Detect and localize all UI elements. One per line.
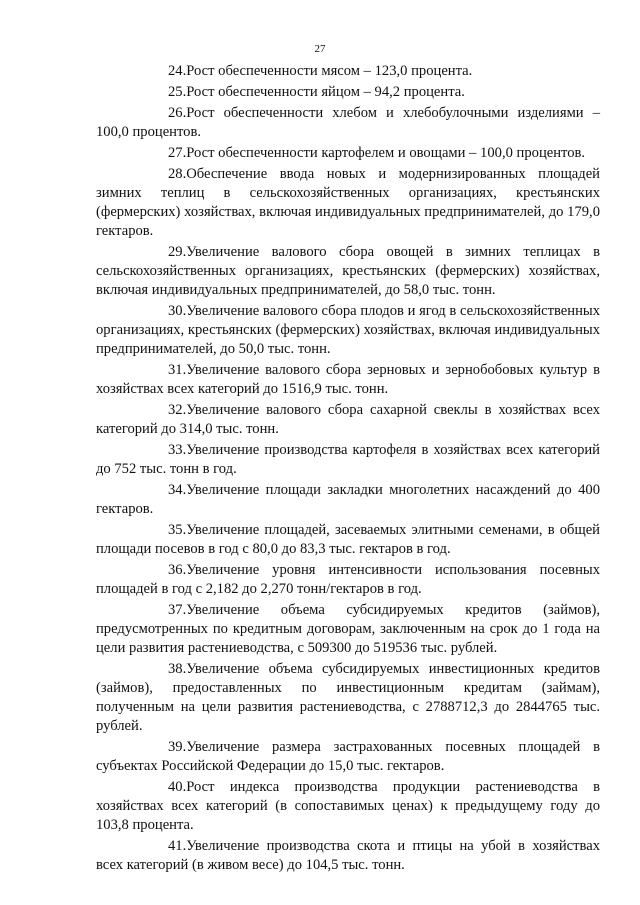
page-number: 27	[314, 43, 326, 55]
item-text: Рост обеспеченности хлебом и хлебобулочными изделиями – 100,0 процентов.	[96, 105, 600, 140]
list-item	[96, 481, 600, 519]
item-text: Увеличение валового сбора плодов и ягод в сельскохозяйственных организациях, крестьянских (фермерских) хозяйствах, включая индивидуальных предпринимателей, до 50,0 тыс. тонн.	[96, 303, 600, 357]
list-item	[96, 837, 600, 875]
item-number: 27.	[168, 145, 187, 161]
item-number: 24.	[168, 63, 187, 79]
list-item	[96, 243, 600, 300]
item-number: 26.	[168, 105, 187, 121]
item-number: 36.	[168, 562, 187, 578]
list-item	[96, 401, 600, 439]
item-number: 39.	[168, 739, 187, 755]
list-item	[96, 778, 600, 835]
item-number: 40.	[168, 779, 187, 795]
item-text: Увеличение производства скота и птицы на убой в хозяйствах всех категорий (в живом весе) до 104,5 тыс. тонн.	[96, 838, 600, 873]
list-item	[96, 165, 600, 241]
item-text: Увеличение объема субсидируемых кредитов (займов), предусмотренных по кредитным договорам, заключенным на срок до 1 года на цели развития растениеводства, с 509300 до 519536 тыс. рублей.	[96, 602, 600, 656]
item-text: Увеличение валового сбора зерновых и зернобобовых культур в хозяйствах всех категорий до 1516,9 тыс. тонн.	[96, 362, 600, 397]
item-number: 28.	[168, 166, 187, 182]
list-item	[96, 521, 600, 559]
list-item	[96, 302, 600, 359]
list-item	[96, 62, 600, 81]
item-text: Увеличение производства картофеля в хозяйствах всех категорий до 752 тыс. тонн в год.	[96, 442, 600, 477]
list-item	[96, 361, 600, 399]
item-number: 30.	[168, 303, 187, 319]
item-text: Рост индекса производства продукции растениеводства в хозяйствах всех категорий (в сопоставимых ценах) к предыдущему году до 103,8 процента.	[96, 779, 600, 833]
item-text: Увеличение валового сбора сахарной свеклы в хозяйствах всех категорий до 314,0 тыс. тонн.	[96, 402, 600, 437]
item-text: Рост обеспеченности мясом – 123,0 процента.	[186, 63, 473, 79]
item-text: Увеличение объема субсидируемых инвестиционных кредитов (займов), предоставленных по инвестиционным кредитам (займам), полученным на цели развития растениеводства, с 2788712,3 до 2844765 тыс. рублей.	[96, 661, 600, 734]
list-item	[96, 144, 600, 163]
item-number: 32.	[168, 402, 187, 418]
item-number: 34.	[168, 482, 187, 498]
item-text: Обеспечение ввода новых и модернизированных площадей зимних теплиц в сельскохозяйственных организациях, крестьянских (фермерских) хозяйствах, включая индивидуальных предпринимателей, до 179,0 гектаров.	[96, 166, 600, 239]
item-number: 41.	[168, 838, 187, 854]
item-number: 29.	[168, 244, 187, 260]
item-text: Рост обеспеченности яйцом – 94,2 процента.	[186, 84, 465, 100]
list-item	[96, 601, 600, 658]
list-item	[96, 561, 600, 599]
item-text: Увеличение уровня интенсивности использования посевных площадей в год с 2,182 до 2,270 тонн/гектаров в год.	[96, 562, 600, 597]
item-text: Рост обеспеченности картофелем и овощами – 100,0 процентов.	[186, 145, 586, 161]
list-item	[96, 83, 600, 102]
item-number: 37.	[168, 602, 187, 618]
list-item	[96, 660, 600, 736]
list-item	[96, 738, 600, 776]
item-number: 38.	[168, 661, 187, 677]
item-number: 35.	[168, 522, 187, 538]
item-text: Увеличение площадей, засеваемых элитными семенами, в общей площади посевов в год с 80,0 до 83,3 тыс. гектаров в год.	[96, 522, 600, 557]
item-number: 25.	[168, 84, 187, 100]
document-body	[96, 62, 600, 877]
item-text: Увеличение валового сбора овощей в зимних теплицах в сельскохозяйственных организациях, крестьянских (фермерских) хозяйствах, включая индивидуальных предпринимателей, до 58,0 тыс. тонн.	[96, 244, 600, 298]
item-number: 31.	[168, 362, 187, 378]
item-text: Увеличение размера застрахованных посевных площадей в субъектах Российской Федерации до 15,0 тыс. гектаров.	[96, 739, 600, 774]
item-number: 33.	[168, 442, 187, 458]
list-item	[96, 441, 600, 479]
list-item	[96, 104, 600, 142]
item-text: Увеличение площади закладки многолетних насаждений до 400 гектаров.	[96, 482, 600, 517]
